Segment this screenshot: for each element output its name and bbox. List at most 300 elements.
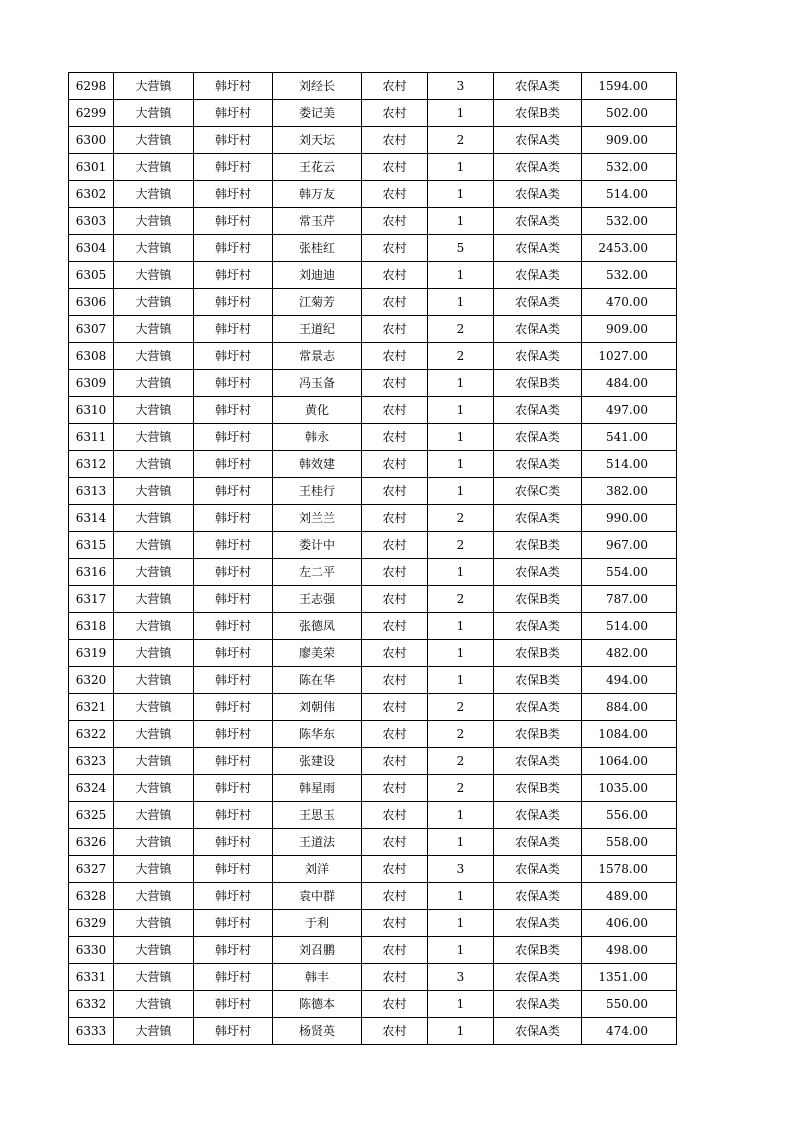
amount-cell: 406.00 [582,910,677,937]
insurance-category-cell: 农保A类 [494,154,582,181]
row-number-cell: 6312 [69,451,114,478]
village-cell: 韩圩村 [194,883,273,910]
person-name-cell: 王花云 [273,154,362,181]
village-cell: 韩圩村 [194,964,273,991]
person-name-cell: 刘迪迪 [273,262,362,289]
household-type-cell: 农村 [362,937,428,964]
village-cell: 韩圩村 [194,559,273,586]
row-number-cell: 6326 [69,829,114,856]
village-cell: 韩圩村 [194,991,273,1018]
amount-cell: 1578.00 [582,856,677,883]
amount-cell: 909.00 [582,127,677,154]
person-name-cell: 娄记美 [273,100,362,127]
village-cell: 韩圩村 [194,532,273,559]
member-count-cell: 1 [428,262,494,289]
row-number-cell: 6303 [69,208,114,235]
village-cell: 韩圩村 [194,343,273,370]
household-type-cell: 农村 [362,829,428,856]
insurance-category-cell: 农保A类 [494,235,582,262]
person-name-cell: 黄化 [273,397,362,424]
member-count-cell: 2 [428,694,494,721]
town-cell: 大营镇 [114,181,194,208]
table-row [69,262,677,289]
village-cell: 韩圩村 [194,262,273,289]
person-name-cell: 张建设 [273,748,362,775]
amount-cell: 990.00 [582,505,677,532]
town-cell: 大营镇 [114,424,194,451]
person-name-cell: 左二平 [273,559,362,586]
insurance-category-cell: 农保A类 [494,127,582,154]
town-cell: 大营镇 [114,262,194,289]
person-name-cell: 常玉芹 [273,208,362,235]
member-count-cell: 1 [428,991,494,1018]
amount-cell: 474.00 [582,1018,677,1045]
row-number-cell: 6329 [69,910,114,937]
row-number-cell: 6306 [69,289,114,316]
household-type-cell: 农村 [362,856,428,883]
table-row [69,802,677,829]
member-count-cell: 1 [428,559,494,586]
member-count-cell: 1 [428,937,494,964]
town-cell: 大营镇 [114,154,194,181]
village-cell: 韩圩村 [194,586,273,613]
household-type-cell: 农村 [362,262,428,289]
member-count-cell: 2 [428,532,494,559]
table-row [69,532,677,559]
town-cell: 大营镇 [114,640,194,667]
amount-cell: 787.00 [582,586,677,613]
member-count-cell: 1 [428,613,494,640]
member-count-cell: 2 [428,316,494,343]
member-count-cell: 2 [428,127,494,154]
insurance-category-cell: 农保B类 [494,667,582,694]
town-cell: 大营镇 [114,937,194,964]
insurance-category-cell: 农保A类 [494,991,582,1018]
member-count-cell: 2 [428,775,494,802]
town-cell: 大营镇 [114,694,194,721]
insurance-category-cell: 农保A类 [494,262,582,289]
member-count-cell: 2 [428,748,494,775]
member-count-cell: 1 [428,154,494,181]
household-type-cell: 农村 [362,478,428,505]
household-type-cell: 农村 [362,694,428,721]
insurance-category-cell: 农保A类 [494,505,582,532]
amount-cell: 1084.00 [582,721,677,748]
insurance-category-cell: 农保A类 [494,1018,582,1045]
town-cell: 大营镇 [114,559,194,586]
town-cell: 大营镇 [114,316,194,343]
insurance-category-cell: 农保B类 [494,775,582,802]
village-cell: 韩圩村 [194,289,273,316]
household-type-cell: 农村 [362,991,428,1018]
household-type-cell: 农村 [362,316,428,343]
amount-cell: 556.00 [582,802,677,829]
village-cell: 韩圩村 [194,910,273,937]
insurance-category-cell: 农保A类 [494,181,582,208]
insurance-category-cell: 农保A类 [494,748,582,775]
household-type-cell: 农村 [362,397,428,424]
household-type-cell: 农村 [362,721,428,748]
table-body [69,73,677,1045]
village-cell: 韩圩村 [194,235,273,262]
row-number-cell: 6307 [69,316,114,343]
member-count-cell: 1 [428,100,494,127]
insurance-category-cell: 农保A类 [494,829,582,856]
household-type-cell: 农村 [362,289,428,316]
person-name-cell: 刘洋 [273,856,362,883]
person-name-cell: 廖美荣 [273,640,362,667]
member-count-cell: 1 [428,289,494,316]
row-number-cell: 6301 [69,154,114,181]
table-row [69,883,677,910]
village-cell: 韩圩村 [194,667,273,694]
amount-cell: 514.00 [582,613,677,640]
household-type-cell: 农村 [362,154,428,181]
household-type-cell: 农村 [362,802,428,829]
row-number-cell: 6330 [69,937,114,964]
row-number-cell: 6332 [69,991,114,1018]
member-count-cell: 2 [428,505,494,532]
town-cell: 大营镇 [114,613,194,640]
household-type-cell: 农村 [362,748,428,775]
insurance-category-cell: 农保B类 [494,100,582,127]
row-number-cell: 6309 [69,370,114,397]
row-number-cell: 6315 [69,532,114,559]
household-type-cell: 农村 [362,586,428,613]
amount-cell: 484.00 [582,370,677,397]
row-number-cell: 6305 [69,262,114,289]
insurance-category-cell: 农保C类 [494,478,582,505]
person-name-cell: 韩效建 [273,451,362,478]
insurance-category-cell: 农保A类 [494,316,582,343]
member-count-cell: 1 [428,802,494,829]
village-cell: 韩圩村 [194,1018,273,1045]
village-cell: 韩圩村 [194,613,273,640]
table-row [69,721,677,748]
row-number-cell: 6304 [69,235,114,262]
household-type-cell: 农村 [362,613,428,640]
person-name-cell: 刘召鹏 [273,937,362,964]
village-cell: 韩圩村 [194,424,273,451]
amount-cell: 554.00 [582,559,677,586]
insurance-category-cell: 农保A类 [494,289,582,316]
village-cell: 韩圩村 [194,937,273,964]
table-row [69,235,677,262]
town-cell: 大营镇 [114,721,194,748]
table-row [69,100,677,127]
household-type-cell: 农村 [362,208,428,235]
village-cell: 韩圩村 [194,829,273,856]
amount-cell: 514.00 [582,181,677,208]
person-name-cell: 刘朝伟 [273,694,362,721]
amount-cell: 1594.00 [582,73,677,100]
member-count-cell: 1 [428,910,494,937]
table-row [69,640,677,667]
member-count-cell: 1 [428,883,494,910]
town-cell: 大营镇 [114,235,194,262]
person-name-cell: 常景志 [273,343,362,370]
row-number-cell: 6322 [69,721,114,748]
member-count-cell: 1 [428,370,494,397]
town-cell: 大营镇 [114,748,194,775]
member-count-cell: 1 [428,640,494,667]
village-cell: 韩圩村 [194,208,273,235]
person-name-cell: 杨贤英 [273,1018,362,1045]
person-name-cell: 袁中群 [273,883,362,910]
village-cell: 韩圩村 [194,154,273,181]
member-count-cell: 1 [428,424,494,451]
town-cell: 大营镇 [114,208,194,235]
household-type-cell: 农村 [362,505,428,532]
insurance-category-cell: 农保B类 [494,937,582,964]
row-number-cell: 6328 [69,883,114,910]
amount-cell: 967.00 [582,532,677,559]
table-row [69,1018,677,1045]
amount-cell: 498.00 [582,937,677,964]
household-type-cell: 农村 [362,343,428,370]
row-number-cell: 6313 [69,478,114,505]
town-cell: 大营镇 [114,910,194,937]
household-type-cell: 农村 [362,235,428,262]
table-row [69,127,677,154]
amount-cell: 2453.00 [582,235,677,262]
row-number-cell: 6308 [69,343,114,370]
member-count-cell: 5 [428,235,494,262]
insurance-category-cell: 农保A类 [494,208,582,235]
allowance-table [68,72,677,1045]
table-row [69,586,677,613]
table-row [69,73,677,100]
insurance-category-cell: 农保A类 [494,451,582,478]
member-count-cell: 3 [428,964,494,991]
town-cell: 大营镇 [114,883,194,910]
member-count-cell: 1 [428,181,494,208]
row-number-cell: 6323 [69,748,114,775]
amount-cell: 1351.00 [582,964,677,991]
household-type-cell: 农村 [362,127,428,154]
village-cell: 韩圩村 [194,316,273,343]
town-cell: 大营镇 [114,775,194,802]
town-cell: 大营镇 [114,802,194,829]
row-number-cell: 6310 [69,397,114,424]
table-row [69,181,677,208]
table-row [69,424,677,451]
insurance-category-cell: 农保A类 [494,559,582,586]
amount-cell: 550.00 [582,991,677,1018]
member-count-cell: 1 [428,829,494,856]
household-type-cell: 农村 [362,964,428,991]
town-cell: 大营镇 [114,1018,194,1045]
village-cell: 韩圩村 [194,73,273,100]
person-name-cell: 张德凤 [273,613,362,640]
person-name-cell: 韩永 [273,424,362,451]
amount-cell: 494.00 [582,667,677,694]
table-row [69,829,677,856]
amount-cell: 1064.00 [582,748,677,775]
table-row [69,856,677,883]
household-type-cell: 农村 [362,451,428,478]
insurance-category-cell: 农保A类 [494,856,582,883]
table-row [69,397,677,424]
row-number-cell: 6321 [69,694,114,721]
row-number-cell: 6333 [69,1018,114,1045]
village-cell: 韩圩村 [194,856,273,883]
person-name-cell: 王道纪 [273,316,362,343]
person-name-cell: 陈华东 [273,721,362,748]
household-type-cell: 农村 [362,181,428,208]
person-name-cell: 娄计中 [273,532,362,559]
member-count-cell: 2 [428,721,494,748]
village-cell: 韩圩村 [194,775,273,802]
town-cell: 大营镇 [114,505,194,532]
row-number-cell: 6299 [69,100,114,127]
village-cell: 韩圩村 [194,505,273,532]
table-row [69,694,677,721]
member-count-cell: 1 [428,397,494,424]
person-name-cell: 王桂行 [273,478,362,505]
person-name-cell: 于利 [273,910,362,937]
amount-cell: 532.00 [582,154,677,181]
row-number-cell: 6325 [69,802,114,829]
row-number-cell: 6327 [69,856,114,883]
row-number-cell: 6302 [69,181,114,208]
village-cell: 韩圩村 [194,748,273,775]
member-count-cell: 1 [428,667,494,694]
person-name-cell: 王思玉 [273,802,362,829]
table-row [69,289,677,316]
row-number-cell: 6300 [69,127,114,154]
insurance-category-cell: 农保A类 [494,343,582,370]
amount-cell: 558.00 [582,829,677,856]
household-type-cell: 农村 [362,100,428,127]
table-row [69,667,677,694]
person-name-cell: 江菊芳 [273,289,362,316]
amount-cell: 541.00 [582,424,677,451]
member-count-cell: 3 [428,73,494,100]
town-cell: 大营镇 [114,289,194,316]
insurance-category-cell: 农保A类 [494,397,582,424]
row-number-cell: 6320 [69,667,114,694]
amount-cell: 909.00 [582,316,677,343]
insurance-category-cell: 农保A类 [494,613,582,640]
insurance-category-cell: 农保B类 [494,586,582,613]
table-row [69,991,677,1018]
insurance-category-cell: 农保B类 [494,640,582,667]
household-type-cell: 农村 [362,559,428,586]
table-row [69,559,677,586]
household-type-cell: 农村 [362,667,428,694]
member-count-cell: 3 [428,856,494,883]
amount-cell: 497.00 [582,397,677,424]
town-cell: 大营镇 [114,991,194,1018]
table-row [69,937,677,964]
insurance-category-cell: 农保A类 [494,964,582,991]
town-cell: 大营镇 [114,856,194,883]
amount-cell: 382.00 [582,478,677,505]
insurance-category-cell: 农保B类 [494,532,582,559]
member-count-cell: 1 [428,478,494,505]
person-name-cell: 陈德本 [273,991,362,1018]
amount-cell: 470.00 [582,289,677,316]
town-cell: 大营镇 [114,586,194,613]
village-cell: 韩圩村 [194,100,273,127]
household-type-cell: 农村 [362,910,428,937]
person-name-cell: 王道法 [273,829,362,856]
town-cell: 大营镇 [114,478,194,505]
amount-cell: 482.00 [582,640,677,667]
amount-cell: 514.00 [582,451,677,478]
member-count-cell: 2 [428,586,494,613]
amount-cell: 489.00 [582,883,677,910]
town-cell: 大营镇 [114,370,194,397]
row-number-cell: 6298 [69,73,114,100]
amount-cell: 1035.00 [582,775,677,802]
insurance-category-cell: 农保A类 [494,424,582,451]
household-type-cell: 农村 [362,1018,428,1045]
person-name-cell: 王志强 [273,586,362,613]
amount-cell: 532.00 [582,262,677,289]
person-name-cell: 冯玉备 [273,370,362,397]
person-name-cell: 韩星雨 [273,775,362,802]
household-type-cell: 农村 [362,424,428,451]
town-cell: 大营镇 [114,451,194,478]
row-number-cell: 6314 [69,505,114,532]
amount-cell: 1027.00 [582,343,677,370]
table-row [69,370,677,397]
town-cell: 大营镇 [114,343,194,370]
person-name-cell: 刘兰兰 [273,505,362,532]
table-row [69,964,677,991]
row-number-cell: 6331 [69,964,114,991]
table-row [69,775,677,802]
village-cell: 韩圩村 [194,181,273,208]
village-cell: 韩圩村 [194,451,273,478]
person-name-cell: 刘经长 [273,73,362,100]
row-number-cell: 6319 [69,640,114,667]
table-row [69,208,677,235]
member-count-cell: 2 [428,343,494,370]
amount-cell: 532.00 [582,208,677,235]
town-cell: 大营镇 [114,127,194,154]
town-cell: 大营镇 [114,964,194,991]
town-cell: 大营镇 [114,829,194,856]
person-name-cell: 刘天坛 [273,127,362,154]
person-name-cell: 韩丰 [273,964,362,991]
amount-cell: 884.00 [582,694,677,721]
row-number-cell: 6318 [69,613,114,640]
household-type-cell: 农村 [362,775,428,802]
village-cell: 韩圩村 [194,397,273,424]
town-cell: 大营镇 [114,532,194,559]
row-number-cell: 6324 [69,775,114,802]
row-number-cell: 6311 [69,424,114,451]
household-type-cell: 农村 [362,532,428,559]
household-type-cell: 农村 [362,883,428,910]
insurance-category-cell: 农保A类 [494,802,582,829]
row-number-cell: 6316 [69,559,114,586]
village-cell: 韩圩村 [194,640,273,667]
table-row [69,154,677,181]
member-count-cell: 1 [428,208,494,235]
insurance-category-cell: 农保B类 [494,721,582,748]
household-type-cell: 农村 [362,640,428,667]
village-cell: 韩圩村 [194,721,273,748]
insurance-category-cell: 农保B类 [494,370,582,397]
table-row [69,910,677,937]
person-name-cell: 张桂红 [273,235,362,262]
insurance-category-cell: 农保A类 [494,73,582,100]
insurance-category-cell: 农保A类 [494,910,582,937]
